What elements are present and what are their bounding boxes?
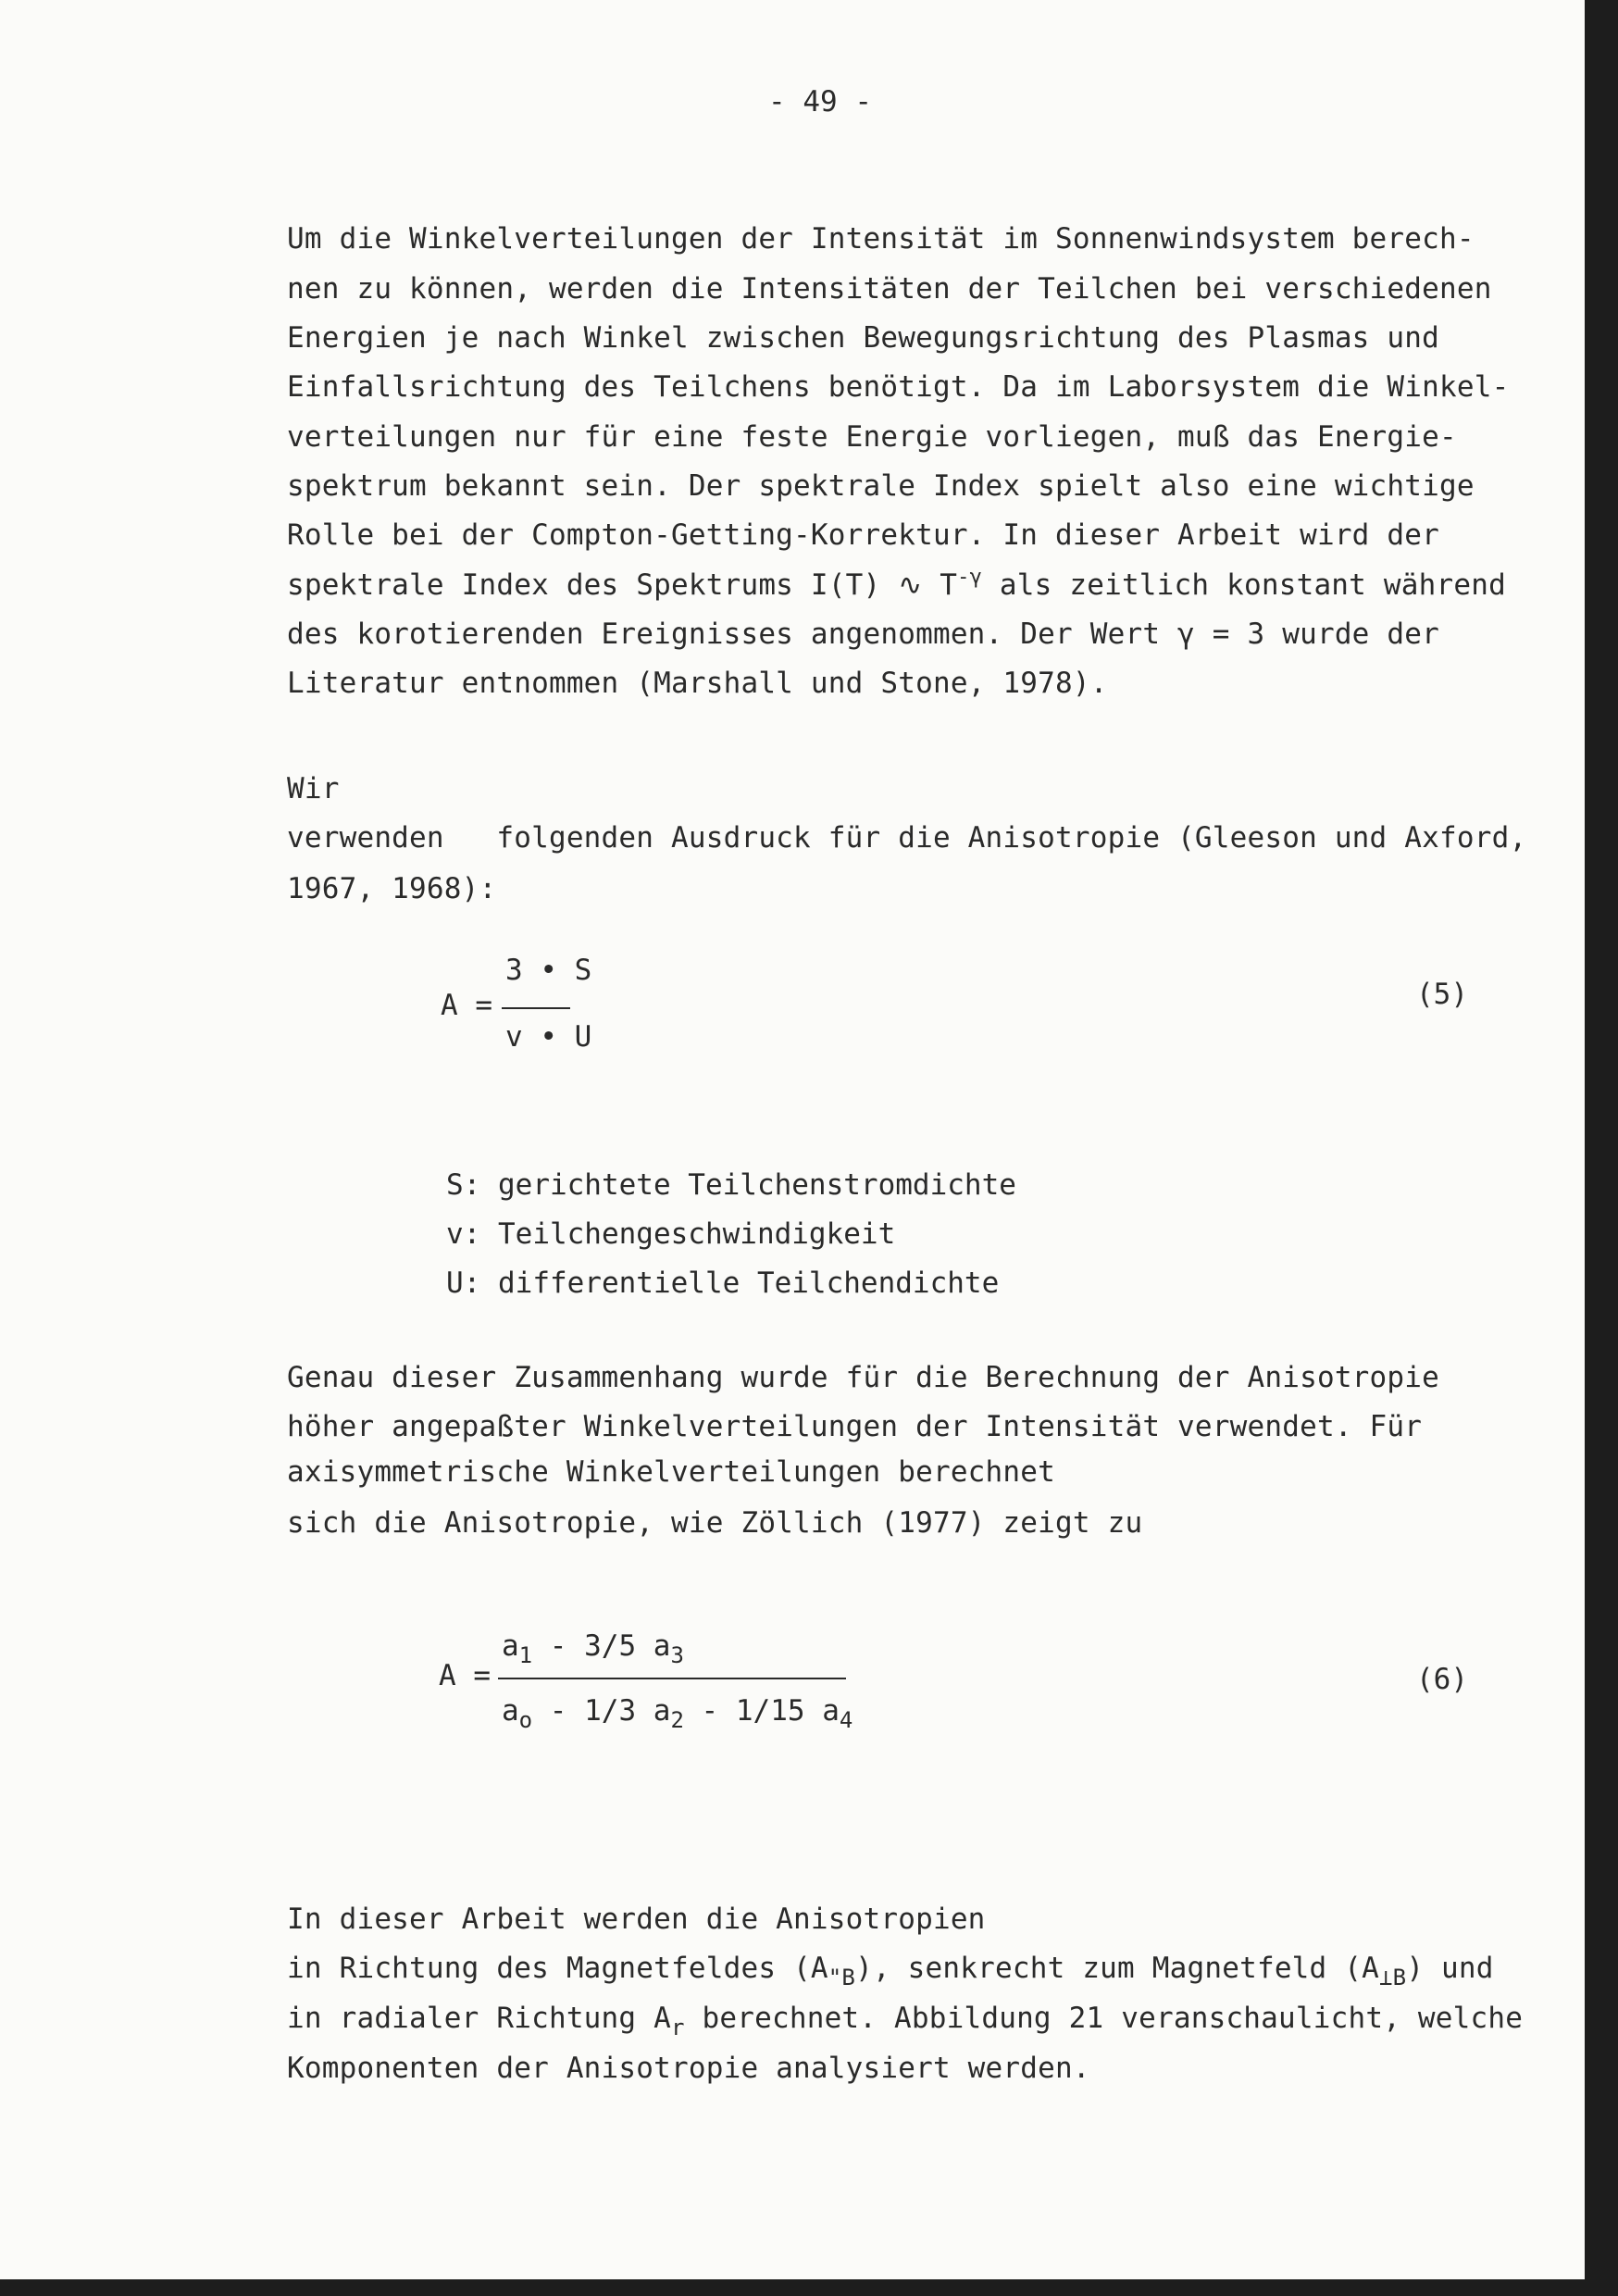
equation-numerator: [502, 1629, 684, 1668]
text-line: Komponenten der Anisotropie analysiert werden.: [287, 2052, 1090, 2085]
text-line: 1967, 1968):: [287, 872, 497, 905]
symbol: - 1/15 a: [683, 1694, 840, 1728]
text-fragment: berechnet. Abbildung 21 veranschaulicht, welche: [684, 2002, 1524, 2035]
equation-number: (5): [1416, 978, 1468, 1011]
text-line: höher angepaßter Winkelverteilungen der Intensität verwendet. Für: [287, 1410, 1423, 1443]
definition-item: v: Teilchengeschwindigkeit: [446, 1217, 896, 1251]
fraction-bar: [502, 1007, 570, 1009]
fraction-bar: [498, 1678, 846, 1679]
text-line: Genau dieser Zusammenhang wurde für die Berechnung der Anisotropie: [287, 1361, 1439, 1394]
definition-item: U: differentielle Teilchendichte: [446, 1267, 1000, 1300]
subscript: o: [518, 1707, 533, 1733]
text-fragment: spektrale Index des Spektrums I(T) ∿ T: [287, 568, 958, 602]
text-line: Wir: [287, 772, 340, 805]
text-line: [287, 567, 1506, 604]
text-line: [287, 2000, 1524, 2040]
text-line: Einfallsrichtung des Teilchens benötigt. Da im Laborsystem die Winkel-: [287, 370, 1510, 404]
text-line: verteilungen nur für eine feste Energie vorliegen, muß das Energie-: [287, 420, 1457, 454]
equation-denominator: [502, 1694, 853, 1733]
text-line: [287, 1950, 1494, 1990]
definition-item: S: gerichtete Teilchenstromdichte: [446, 1168, 1016, 1202]
text-line: Literatur entnommen (Marshall und Stone, 1978).: [287, 667, 1108, 700]
symbol: a: [502, 1694, 519, 1728]
subscript: 3: [670, 1642, 684, 1668]
subscript: ⊥B: [1379, 1965, 1407, 1990]
equation-lhs: A =: [441, 989, 492, 1022]
text-fragment: in Richtung des Magnetfeldes (A: [287, 1952, 828, 1985]
subscript: 2: [670, 1707, 684, 1733]
text-line: spektrum bekannt sein. Der spektrale Index spielt also eine wichtige: [287, 469, 1475, 503]
text-fragment: ), senkrecht zum Magnetfeld (A: [855, 1952, 1380, 1985]
subscript: "B: [828, 1965, 856, 1990]
text-line: verwenden folgenden Ausdruck für die Anisotropie (Gleeson und Axford,: [287, 821, 1527, 855]
symbol: - 1/3 a: [532, 1694, 671, 1728]
superscript: -γ: [957, 566, 983, 589]
symbol: a: [502, 1629, 519, 1663]
equation-lhs: A =: [439, 1659, 491, 1692]
page-number: - 49 -: [768, 85, 872, 119]
text-line: In dieser Arbeit werden die Anisotropien: [287, 1903, 986, 1936]
subscript: 4: [839, 1707, 853, 1733]
text-line: Energien je nach Winkel zwischen Bewegungsrichtung des Plasmas und: [287, 321, 1439, 355]
text-line: des korotierenden Ereignisses angenommen. Der Wert γ = 3 wurde der: [287, 618, 1439, 651]
text-fragment: als zeitlich konstant während: [982, 568, 1506, 602]
text-fragment: in radialer Richtung A: [287, 2002, 671, 2035]
equation-number: (6): [1416, 1663, 1468, 1696]
subscript: 1: [518, 1642, 533, 1668]
text-line: nen zu können, werden die Intensitäten der Teilchen bei verschiedenen: [287, 272, 1492, 306]
text-line: Um die Winkelverteilungen der Intensität im Sonnenwindsystem berech-: [287, 222, 1475, 256]
symbol: - 3/5 a: [532, 1629, 671, 1663]
text-line: Rolle bei der Compton-Getting-Korrektur. In dieser Arbeit wird der: [287, 518, 1439, 552]
text-fragment: ) und: [1406, 1952, 1494, 1985]
subscript: r: [671, 2015, 685, 2040]
equation-denominator: v • U: [505, 1020, 592, 1054]
text-line: sich die Anisotropie, wie Zöllich (1977) zeigt zu: [287, 1506, 1143, 1540]
equation-numerator: 3 • S: [505, 954, 592, 987]
text-line: axisymmetrische Winkelverteilungen berechnet: [287, 1455, 1055, 1489]
